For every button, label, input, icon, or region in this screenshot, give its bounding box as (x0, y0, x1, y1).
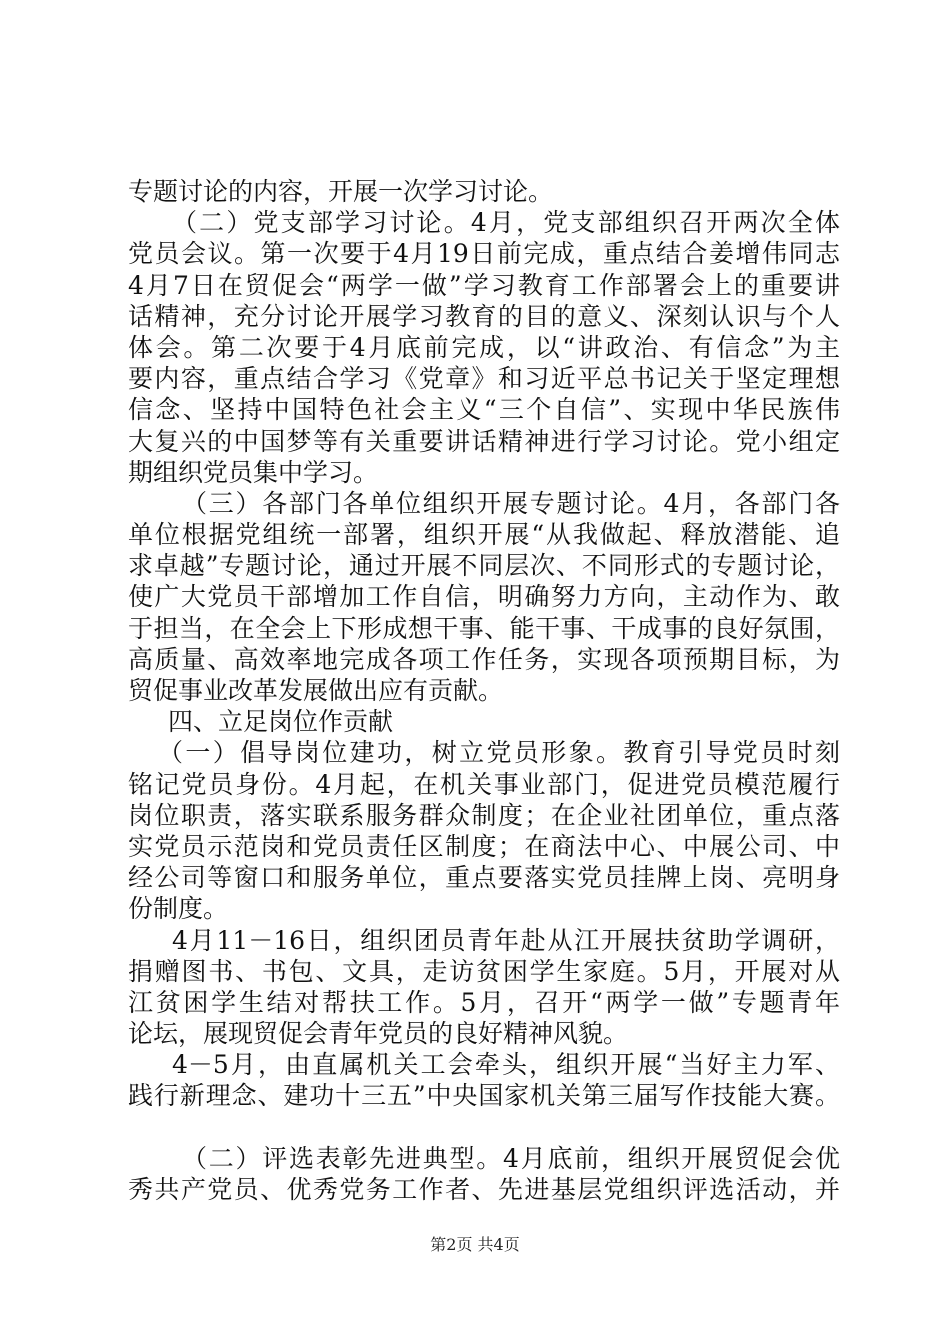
section-heading: 四、立足岗位作贡献 (168, 707, 394, 737)
text-line: （三）各部门各单位组织开展专题讨论。4月，各部门各 (182, 488, 840, 518)
text-line: 信念、坚持中国特色社会主义“三个自信”、实现中华民族伟 (128, 395, 840, 425)
text-line: 党员会议。第一次要于4月19日前完成，重点结合姜增伟同志 (128, 239, 840, 269)
text-line: 单位根据党组统一部署，组织开展“从我做起、释放潜能、追 (128, 520, 840, 550)
text-line: 使广大党员干部增加工作自信，明确努力方向，主动作为、敢 (128, 582, 840, 612)
text-line: 求卓越”专题讨论，通过开展不同层次、不同形式的专题讨论， (128, 551, 840, 581)
text-line: （二）评选表彰先进典型。4月底前，组织开展贸促会优 (182, 1143, 840, 1173)
text-line: 高质量、高效率地完成各项工作任务，实现各项预期目标，为 (128, 644, 840, 674)
document-body (128, 176, 840, 1205)
text-line: 践行新理念、建功十三五”中央国家机关第三届写作技能大赛。 (128, 1081, 840, 1111)
text-line: 大复兴的中国梦等有关重要讲话精神进行学习讨论。党小组定 (128, 426, 840, 456)
text-line: 要内容，重点结合学习《党章》和习近平总书记关于坚定理想 (128, 364, 840, 394)
text-line: 捐赠图书、书包、文具，走访贫困学生家庭。5月，开展对从 (128, 956, 840, 986)
text-line: 秀共产党员、优秀党务工作者、先进基层党组织评选活动，并 (128, 1175, 840, 1204)
blank-line (128, 1112, 840, 1143)
text-line: 期组织党员集中学习。 (128, 457, 379, 487)
text-line: 经公司等窗口和服务单位，重点要落实党员挂牌上岗、亮明身 (128, 863, 840, 893)
text-line: 体会。第二次要于4月底前完成，以“讲政治、有信念”为主 (128, 332, 840, 362)
text-line: 话精神，充分讨论开展学习教育的目的意义、深刻认识与个人 (128, 301, 840, 331)
text-line: 铭记党员身份。4月起，在机关事业部门，促进党员模范履行 (128, 769, 840, 799)
page-footer: 第2页 共4页 (430, 1235, 520, 1254)
text-line: 份制度。 (128, 894, 229, 924)
text-line: 岗位职责，落实联系服务群众制度；在企业社团单位，重点落 (128, 800, 840, 830)
text-line: 于担当，在全会上下形成想干事、能干事、干成事的良好氛围， (128, 613, 840, 643)
text-line: 专题讨论的内容，开展一次学习讨论。 (128, 177, 554, 206)
text-line: 论坛，展现贸促会青年党员的良好精神风貌。 (128, 1019, 629, 1049)
text-line: 4－5月，由直属机关工会牵头，组织开展“当好主力军、 (172, 1050, 840, 1080)
text-line: （一）倡导岗位建功，树立党员形象。教育引导党员时刻 (158, 738, 840, 768)
text-line: 4月11－16日，组织团员青年赴从江开展扶贫助学调研， (172, 925, 840, 955)
text-line: 4月7日在贸促会“两学一做”学习教育工作部署会上的重要讲 (128, 270, 840, 300)
text-line: 贸促事业改革发展做出应有贡献。 (128, 676, 504, 705)
text-line: 江贫困学生结对帮扶工作。5月，召开“两学一做”专题青年 (128, 987, 840, 1017)
text-line: （二）党支部学习讨论。4月，党支部组织召开两次全体 (172, 208, 840, 238)
text-line: 实党员示范岗和党员责任区制度；在商法中心、中展公司、中 (128, 831, 840, 861)
